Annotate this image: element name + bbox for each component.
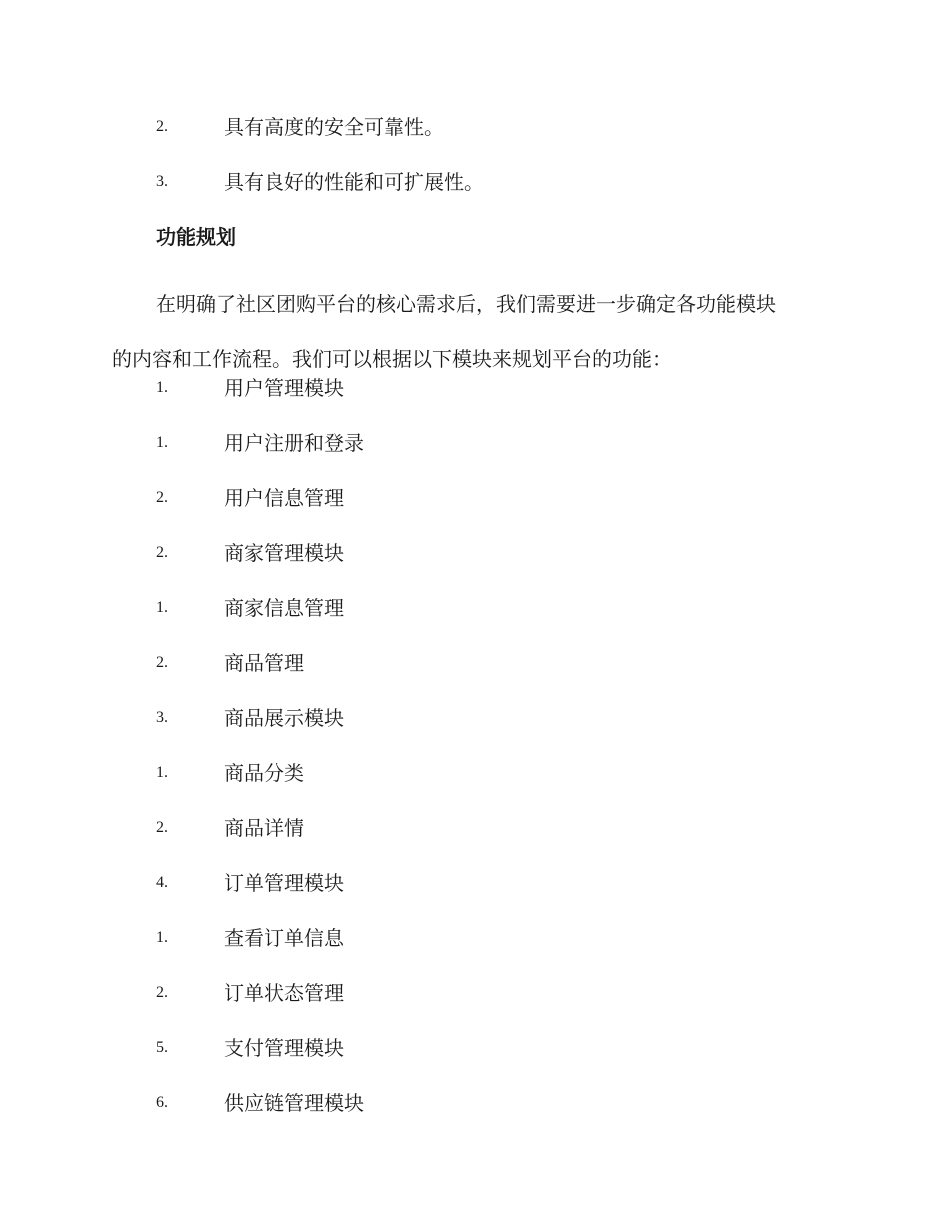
list-number: 2. xyxy=(156,654,168,671)
list-text: 商品展示模块 xyxy=(224,706,344,730)
list-text: 具有良好的性能和可扩展性。 xyxy=(224,170,484,194)
list-number: 2. xyxy=(156,544,168,561)
list-text: 用户管理模块 xyxy=(224,376,344,400)
list-text: 用户信息管理 xyxy=(224,486,344,510)
list-text: 商家信息管理 xyxy=(224,596,344,620)
list-text: 订单管理模块 xyxy=(224,871,344,895)
list-number: 5. xyxy=(156,1039,168,1056)
list-item xyxy=(0,758,950,788)
list-text: 用户注册和登录 xyxy=(224,431,364,455)
list-text: 商品详情 xyxy=(224,816,304,840)
list-item xyxy=(0,868,950,898)
list-text: 支付管理模块 xyxy=(224,1036,344,1060)
list-item xyxy=(0,923,950,953)
list-number: 2. xyxy=(156,984,168,1001)
list-item xyxy=(0,703,950,733)
list-number: 3. xyxy=(156,173,168,190)
list-text: 订单状态管理 xyxy=(224,981,344,1005)
list-text: 商品分类 xyxy=(224,761,304,785)
list-number: 1. xyxy=(156,434,168,451)
list-number: 1. xyxy=(156,599,168,616)
list-text: 供应链管理模块 xyxy=(224,1091,364,1115)
list-number: 3. xyxy=(156,709,168,726)
section-heading: 功能规划 xyxy=(156,225,236,249)
list-item xyxy=(0,112,950,142)
list-number: 2. xyxy=(156,489,168,506)
list-number: 6. xyxy=(156,1094,168,1111)
list-number: 4. xyxy=(156,874,168,891)
list-item xyxy=(0,167,950,197)
list-item xyxy=(0,648,950,678)
list-item xyxy=(0,978,950,1008)
list-item xyxy=(0,373,950,403)
list-item xyxy=(0,593,950,623)
list-number: 1. xyxy=(156,764,168,781)
list-text: 商品管理 xyxy=(224,651,304,675)
list-item xyxy=(0,813,950,843)
body-paragraph xyxy=(112,277,842,387)
list-number: 2. xyxy=(156,118,168,135)
paragraph-line: 在明确了社区团购平台的核心需求后，我们需要进一步确定各功能模块 xyxy=(156,292,776,316)
list-item xyxy=(0,1088,950,1118)
list-text: 商家管理模块 xyxy=(224,541,344,565)
paragraph-line: 的内容和工作流程。我们可以根据以下模块来规划平台的功能： xyxy=(112,347,672,371)
list-number: 1. xyxy=(156,379,168,396)
list-text: 查看订单信息 xyxy=(224,926,344,950)
list-item xyxy=(0,483,950,513)
list-number: 2. xyxy=(156,819,168,836)
list-item xyxy=(0,428,950,458)
list-item xyxy=(0,538,950,568)
list-number: 1. xyxy=(156,929,168,946)
list-item xyxy=(0,1033,950,1063)
list-text: 具有高度的安全可靠性。 xyxy=(224,115,444,139)
